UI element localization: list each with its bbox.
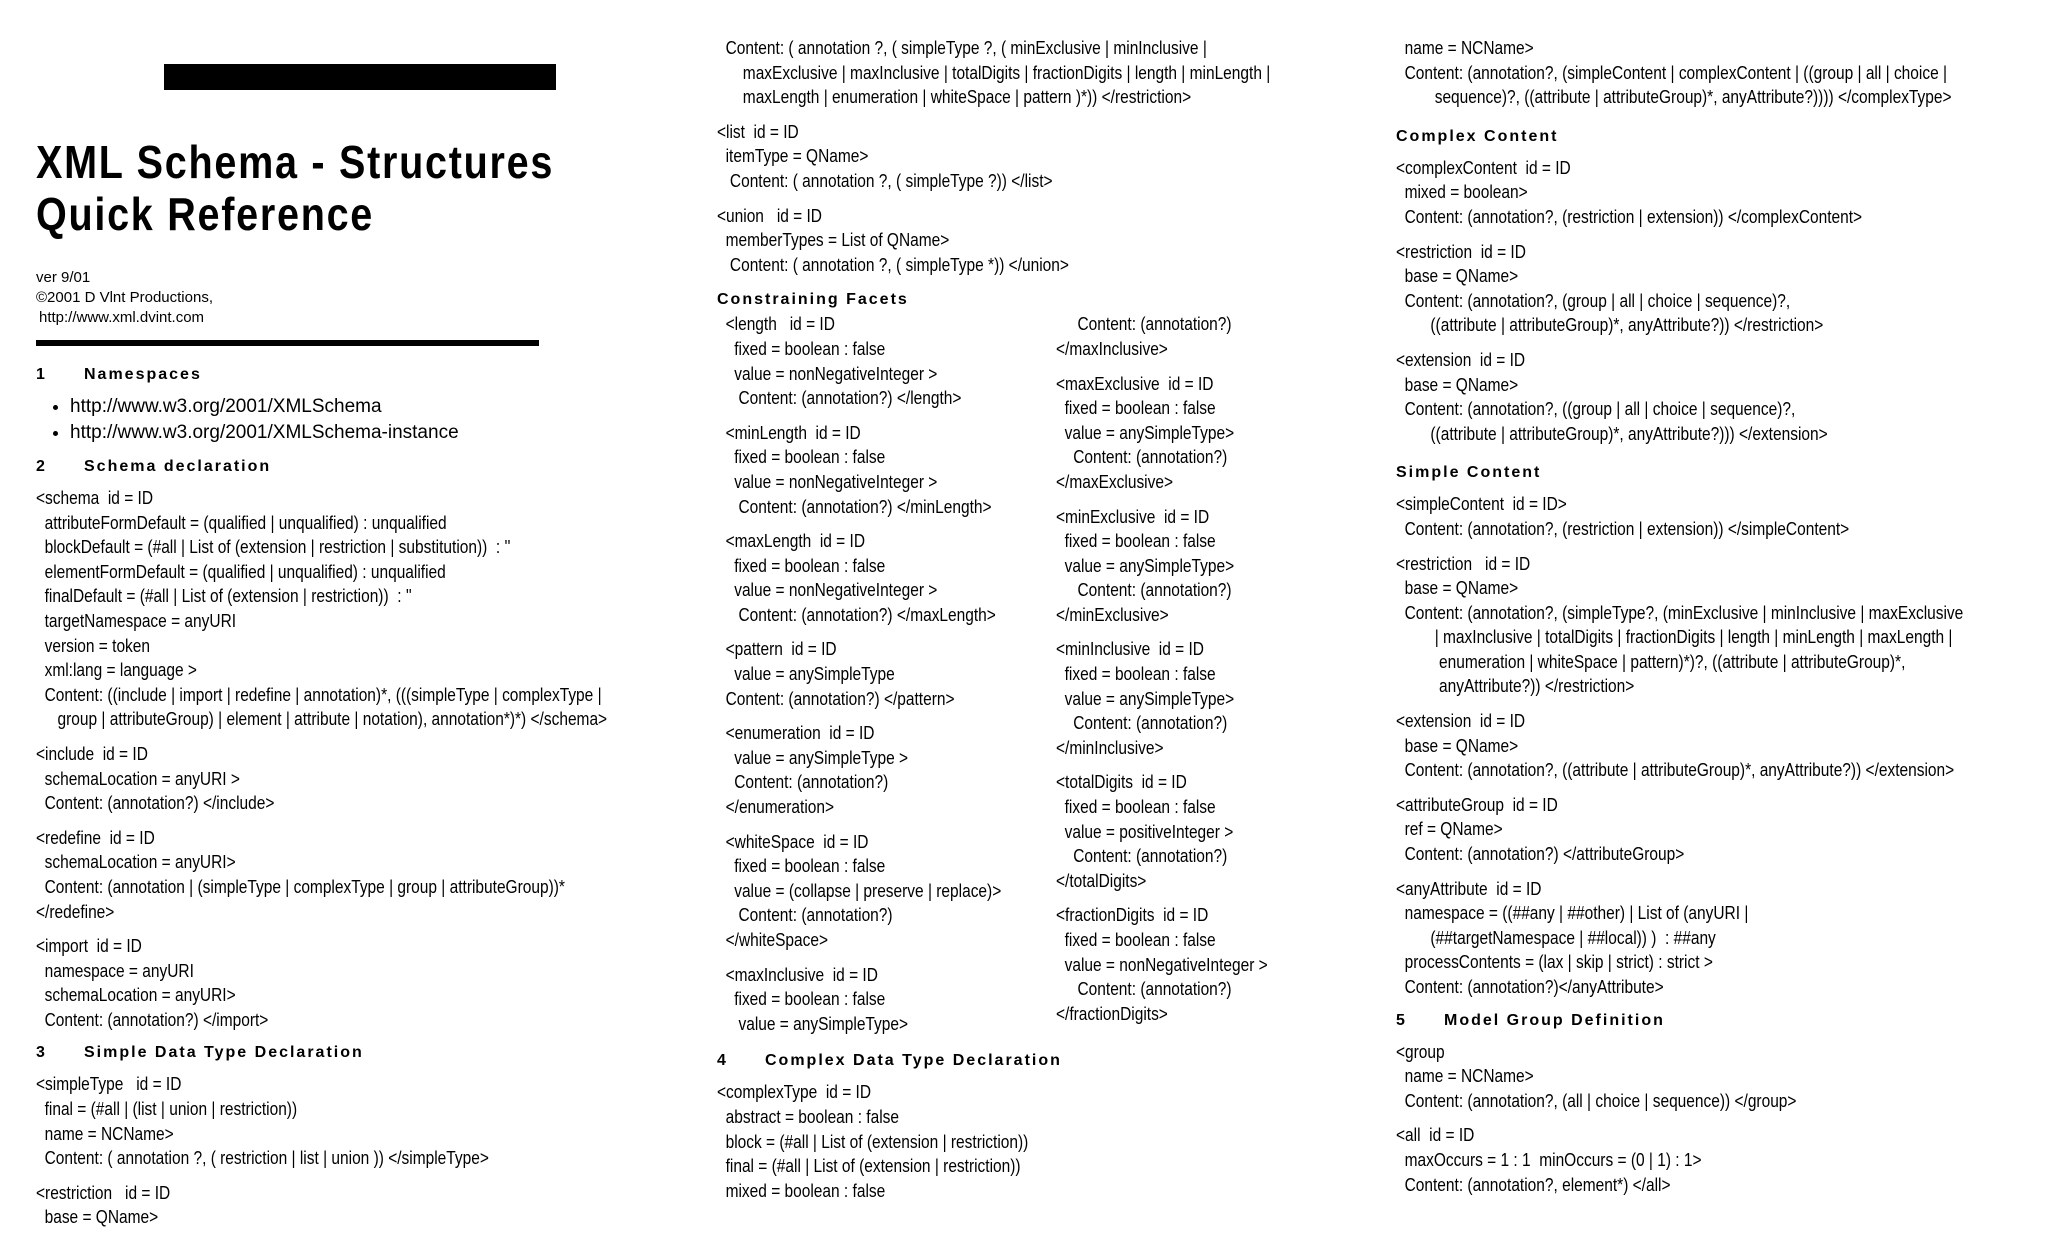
declaration-line: mixed = boolean> [1396,182,1528,203]
declaration-line: finalDefault = (#all | List of (extension | restriction)) : '' [36,586,412,607]
subheading-complex-content: Complex Content [1396,127,1559,145]
declaration-line: Content: (annotation?) </maxLength> [717,604,996,625]
declaration-line: Content: ((include | import | redefine | annotation)*, (((simpleType | complexType | [36,684,602,705]
facets-column-b [1056,312,1356,1036]
declaration-block [717,204,1357,278]
declaration-line: <maxInclusive id = ID [717,964,878,985]
declaration-line: value = anySimpleType > [717,747,909,768]
declaration-line: targetNamespace = anyURI [36,610,237,631]
complex-type-continued-blocks [1396,36,2036,110]
section-heading-schema-declaration [36,456,676,478]
declaration-line: <fractionDigits id = ID [1056,905,1209,926]
declaration-block [1056,637,1356,760]
declaration-line: maxLength | enumeration | whiteSpace | pattern )*)) </restriction> [717,87,1192,108]
declaration-line: <anyAttribute id = ID [1396,878,1542,899]
declaration-line: Content: (annotation?, ((attribute | attributeGroup)*, anyAttribute?)) </extension> [1396,760,1955,781]
declaration-line: base = QName> [1396,735,1519,756]
declaration-line: value = positiveInteger > [1056,821,1234,842]
declaration-line: Content: (annotation?) [1056,447,1228,468]
declaration-line: fixed = boolean : false [717,856,886,877]
section-heading-namespaces [36,364,676,386]
section-title: Model Group Definition [1444,1011,1665,1029]
section-heading-simple-type [36,1042,676,1064]
declaration-line: Content: (annotation?, (restriction | extension)) </complexContent> [1396,206,1863,227]
declaration-line: maxOccurs = 1 : 1 minOccurs = (0 | 1) : 1> [1396,1149,1702,1170]
declaration-line: value = anySimpleType> [717,1013,909,1034]
column-2 [717,36,1357,1213]
declaration-line: Content: (annotation?) </attributeGroup> [1396,844,1685,865]
declaration-line: attributeFormDefault = (qualified | unqualified) : unqualified [36,512,447,533]
version: ver 9/01 [36,269,91,286]
declaration-block [1396,1123,2036,1197]
declaration-line: <extension id = ID [1396,711,1526,732]
declaration-line: <pattern id = ID [717,639,837,660]
declaration-line: <import id = ID [36,936,142,957]
title-line-1: XML Schema - Structures [36,136,555,188]
declaration-line: Content: (annotation?, (simpleContent | complexContent | ((group | all | choice | [1396,62,1948,83]
declaration-block [1396,552,2036,700]
declaration-line: value = anySimpleType> [1056,555,1235,576]
declaration-line: <length id = ID [717,314,835,335]
declaration-line: fixed = boolean : false [1056,797,1216,818]
declaration-line: fixed = boolean : false [717,447,886,468]
declaration-block [1396,36,2036,110]
declaration-line: (##targetNamespace | ##local)) ) : ##any [1396,927,1716,948]
declaration-line: base = QName> [1396,266,1519,287]
declaration-line: <extension id = ID [1396,349,1526,370]
declaration-line: <restriction id = ID [36,1182,171,1203]
declaration-line: </totalDigits> [1056,870,1147,891]
declaration-block [1396,348,2036,446]
declaration-line: Content: (annotation?) [1056,979,1232,1000]
declaration-line: <maxLength id = ID [717,531,866,552]
declaration-line: Content: (annotation?, (simpleType?, (minExclusive | minInclusive | maxExclusive [1396,602,1964,623]
declaration-line: name = NCName> [1396,1066,1534,1087]
simple-content-blocks [1396,492,2036,999]
declaration-line: <enumeration id = ID [717,723,875,744]
declaration-line: <minExclusive id = ID [1056,506,1210,527]
section-title: Simple Data Type Declaration [84,1044,364,1062]
section-number: 4 [717,1052,726,1070]
model-group-blocks [1396,1040,2036,1198]
declaration-line: <simpleContent id = ID> [1396,494,1567,515]
declaration-line: Content: ( annotation ?, ( simpleType *)) </union> [717,254,1069,275]
simple-type-continued-blocks [717,36,1357,277]
section-heading-model-group [1396,1010,2036,1032]
declaration-line: </maxInclusive> [1056,338,1168,359]
declaration-line: Content: ( annotation ?, ( simpleType ?)) </list> [717,170,1053,191]
declaration-line: fixed = boolean : false [1056,531,1216,552]
declaration-line: base = QName> [1396,374,1519,395]
declaration-line: Content: (annotation?) </include> [36,793,275,814]
declaration-line: final = (#all | List of (extension | restriction)) [717,1156,1021,1177]
declaration-line: value = nonNegativeInteger > [717,471,938,492]
declaration-line: schemaLocation = anyURI > [36,768,240,789]
declaration-line: Content: (annotation?)</anyAttribute> [1396,977,1664,997]
declaration-line: <union id = ID [717,205,823,226]
declaration-line: block = (#all | List of (extension | restriction)) [717,1131,1029,1152]
declaration-line: <whiteSpace id = ID [717,831,869,852]
declaration-block [36,486,676,732]
declaration-line: Content: (annotation?, element*) </all> [1396,1174,1671,1195]
complex-type-blocks [717,1080,1357,1203]
document-title [36,136,586,240]
declaration-line: <list id = ID [717,121,799,142]
declaration-line: <complexContent id = ID [1396,157,1571,178]
declaration-line: </maxExclusive> [1056,471,1174,492]
declaration-block [1396,492,2036,541]
declaration-block [717,421,1047,519]
title-line-2: Quick Reference [36,188,375,240]
declaration-line: <include id = ID [36,743,148,764]
declaration-line: <schema id = ID [36,488,154,508]
declaration-line: fixed = boolean : false [717,338,886,359]
declaration-line: Content: (annotation?) [1056,580,1232,601]
declaration-line: Content: (annotation?, (group | all | choice | sequence)?, [1396,290,1791,311]
declaration-block [36,934,676,1032]
declaration-block [717,637,1047,711]
declaration-block [717,830,1047,953]
declaration-line: value = nonNegativeInteger > [717,363,938,384]
declaration-block [36,1072,676,1170]
declaration-line: ref = QName> [1396,819,1503,840]
declaration-line: </whiteSpace> [717,930,829,950]
section-title: Complex Data Type Declaration [765,1052,1062,1070]
declaration-line: Content: (annotation?) [1056,846,1228,867]
declaration-line: fixed = boolean : false [717,989,886,1010]
declaration-block [36,1181,676,1230]
declaration-line: abstract = boolean : false [717,1106,900,1127]
declaration-line: processContents = (lax | skip | strict) : strict > [1396,952,1713,973]
declaration-block [1396,793,2036,867]
header-bar-bottom [36,340,539,346]
namespace-list [36,394,676,446]
declaration-line: ((attribute | attributeGroup)*, anyAttribute?)) </restriction> [1396,315,1824,336]
declaration-line: Content: (annotation | (simpleType | complexType | group | attributeGroup))* [36,876,565,897]
declaration-line: value = anySimpleType> [1056,688,1235,709]
declaration-block [1396,877,2036,1000]
declaration-line: Content: (annotation?) </minLength> [717,496,992,517]
declaration-line: Content: (annotation?, ((group | all | choice | sequence)?, [1396,399,1796,420]
column-3 [1396,36,2036,1207]
declaration-line: namespace = anyURI [36,960,194,981]
declaration-line: xml:lang = language > [36,660,197,681]
section-title: Schema declaration [84,458,272,475]
declaration-block [717,120,1357,194]
declaration-line: itemType = QName> [717,146,869,167]
declaration-line: fixed = boolean : false [1056,398,1216,419]
declaration-line: enumeration | whiteSpace | pattern)*)?, ((attribute | attributeGroup)*, [1396,651,1906,672]
declaration-line: <attributeGroup id = ID [1396,794,1558,815]
declaration-line: fixed = boolean : false [1056,930,1216,950]
section-number: 5 [1396,1011,1405,1029]
declaration-block [717,721,1047,819]
declaration-line: <group [1396,1041,1445,1062]
complex-content-blocks [1396,156,2036,447]
declaration-line: </minExclusive> [1056,604,1169,625]
declaration-block [717,312,1047,410]
declaration-line: name = NCName> [36,1123,174,1144]
section-number: 3 [36,1044,45,1062]
declaration-line: ((attribute | attributeGroup)*, anyAttribute?))) </extension> [1396,423,1828,444]
subheading-constraining-facets: Constraining Facets [717,291,909,309]
declaration-line: </minInclusive> [1056,737,1164,758]
declaration-line: fixed = boolean : false [1056,664,1216,685]
declaration-line: Content: ( annotation ?, ( restriction | list | union )) </simpleType> [36,1148,489,1169]
declaration-line: value = nonNegativeInteger > [1056,954,1268,975]
schema-declaration-blocks [36,486,676,1032]
declaration-line: Content: (annotation?) [717,772,889,793]
declaration-line: elementFormDefault = (qualified | unqualified) : unqualified [36,561,446,582]
subheading-simple-content: Simple Content [1396,464,1542,482]
declaration-block [717,963,1047,1037]
declaration-line: Content: (annotation?) </import> [36,1009,269,1030]
declaration-line: <maxExclusive id = ID [1056,373,1214,394]
declaration-block [717,1080,1357,1203]
facets-column-a [717,312,1047,1046]
declaration-line: value = (collapse | preserve | replace)> [717,880,1002,901]
declaration-line: mixed = boolean : false [717,1180,886,1201]
declaration-block [1396,240,2036,338]
declaration-line: </redefine> [36,901,115,922]
section-heading-complex-type [717,1050,1357,1072]
section-number: 2 [36,458,45,475]
declaration-line: Content: ( annotation ?, ( simpleType ?, ( minExclusive | minInclusive | [717,38,1207,58]
declaration-block [1056,903,1356,1026]
declaration-line: Content: (annotation?) [1056,314,1232,335]
declaration-block [1396,709,2036,783]
declaration-line: </fractionDigits> [1056,1003,1168,1024]
list-item: • http://www.w3.org/2001/XMLSchema [70,394,676,420]
copyright: ©2001 D Vlnt Productions, [36,289,213,306]
declaration-line: <totalDigits id = ID [1056,772,1187,793]
declaration-line: <restriction id = ID [1396,553,1531,574]
declaration-line: fixed = boolean : false [717,555,886,576]
declaration-line: </enumeration> [717,797,835,818]
facets-area [717,312,1357,1050]
declaration-line: sequence)?, ((attribute | attributeGroup)*, anyAttribute?)))) </complexType> [1396,87,1952,108]
declaration-line: maxExclusive | maxInclusive | totalDigits | fractionDigits | length | minLength | [717,62,1271,83]
declaration-line: <simpleType id = ID [36,1074,182,1095]
declaration-line: Content: (annotation?, (restriction | extension)) </simpleContent> [1396,518,1850,539]
declaration-line: version = token [36,635,151,656]
declaration-line: name = NCName> [1396,38,1534,58]
declaration-line: Content: (annotation?) [717,905,893,926]
declaration-line: value = nonNegativeInteger > [717,580,938,601]
column-1 [36,64,676,1240]
declaration-line: group | attributeGroup) | element | attribute | notation), annotation*)*) </schema> [36,709,608,730]
declaration-line: <all id = ID [1396,1125,1475,1146]
declaration-block [1056,372,1356,495]
declaration-block [1396,1040,2036,1114]
declaration-line: value = anySimpleType> [1056,422,1235,443]
declaration-line: <restriction id = ID [1396,241,1526,262]
declaration-line: value = anySimpleType [717,664,895,685]
declaration-line: Content: (annotation?) </length> [717,388,962,409]
declaration-line: Content: (annotation?) </pattern> [717,688,955,709]
section-number: 1 [36,366,45,383]
declaration-line: base = QName> [36,1207,159,1228]
declaration-line: <redefine id = ID [36,827,155,848]
declaration-line: Content: (annotation?) [1056,713,1228,734]
declaration-line: blockDefault = (#all | List of (extension | restriction | substitution)) : '' [36,537,511,558]
list-item: • http://www.w3.org/2001/XMLSchema-instance [70,420,676,446]
section-title: Namespaces [84,366,202,383]
declaration-block [1056,312,1356,361]
declaration-line: Content: (annotation?, (all | choice | sequence)) </group> [1396,1090,1797,1111]
header-bar-top [164,64,556,90]
declaration-line: namespace = ((##any | ##other) | List of (anyURI | [1396,903,1749,924]
declaration-line: <minInclusive id = ID [1056,639,1204,660]
declaration-line: <minLength id = ID [717,422,861,443]
declaration-line: | maxInclusive | totalDigits | fractionDigits | length | minLength | maxLength | [1396,627,1953,648]
declaration-line: <complexType id = ID [717,1082,872,1103]
declaration-block [717,529,1047,627]
declaration-block [1056,770,1356,893]
declaration-line: final = (#all | (list | union | restriction)) [36,1099,298,1120]
declaration-block [36,826,676,924]
declaration-block [717,36,1357,110]
declaration-block [1056,505,1356,628]
declaration-line: base = QName> [1396,578,1519,599]
declaration-block [36,742,676,816]
declaration-line: anyAttribute?)) </restriction> [1396,676,1635,697]
url: http://www.xml.dvint.com [39,309,205,326]
declaration-line: memberTypes = List of QName> [717,230,950,251]
simple-type-blocks [36,1072,676,1230]
declaration-block [1396,156,2036,230]
declaration-line: schemaLocation = anyURI> [36,852,236,873]
declaration-line: schemaLocation = anyURI> [36,985,236,1006]
